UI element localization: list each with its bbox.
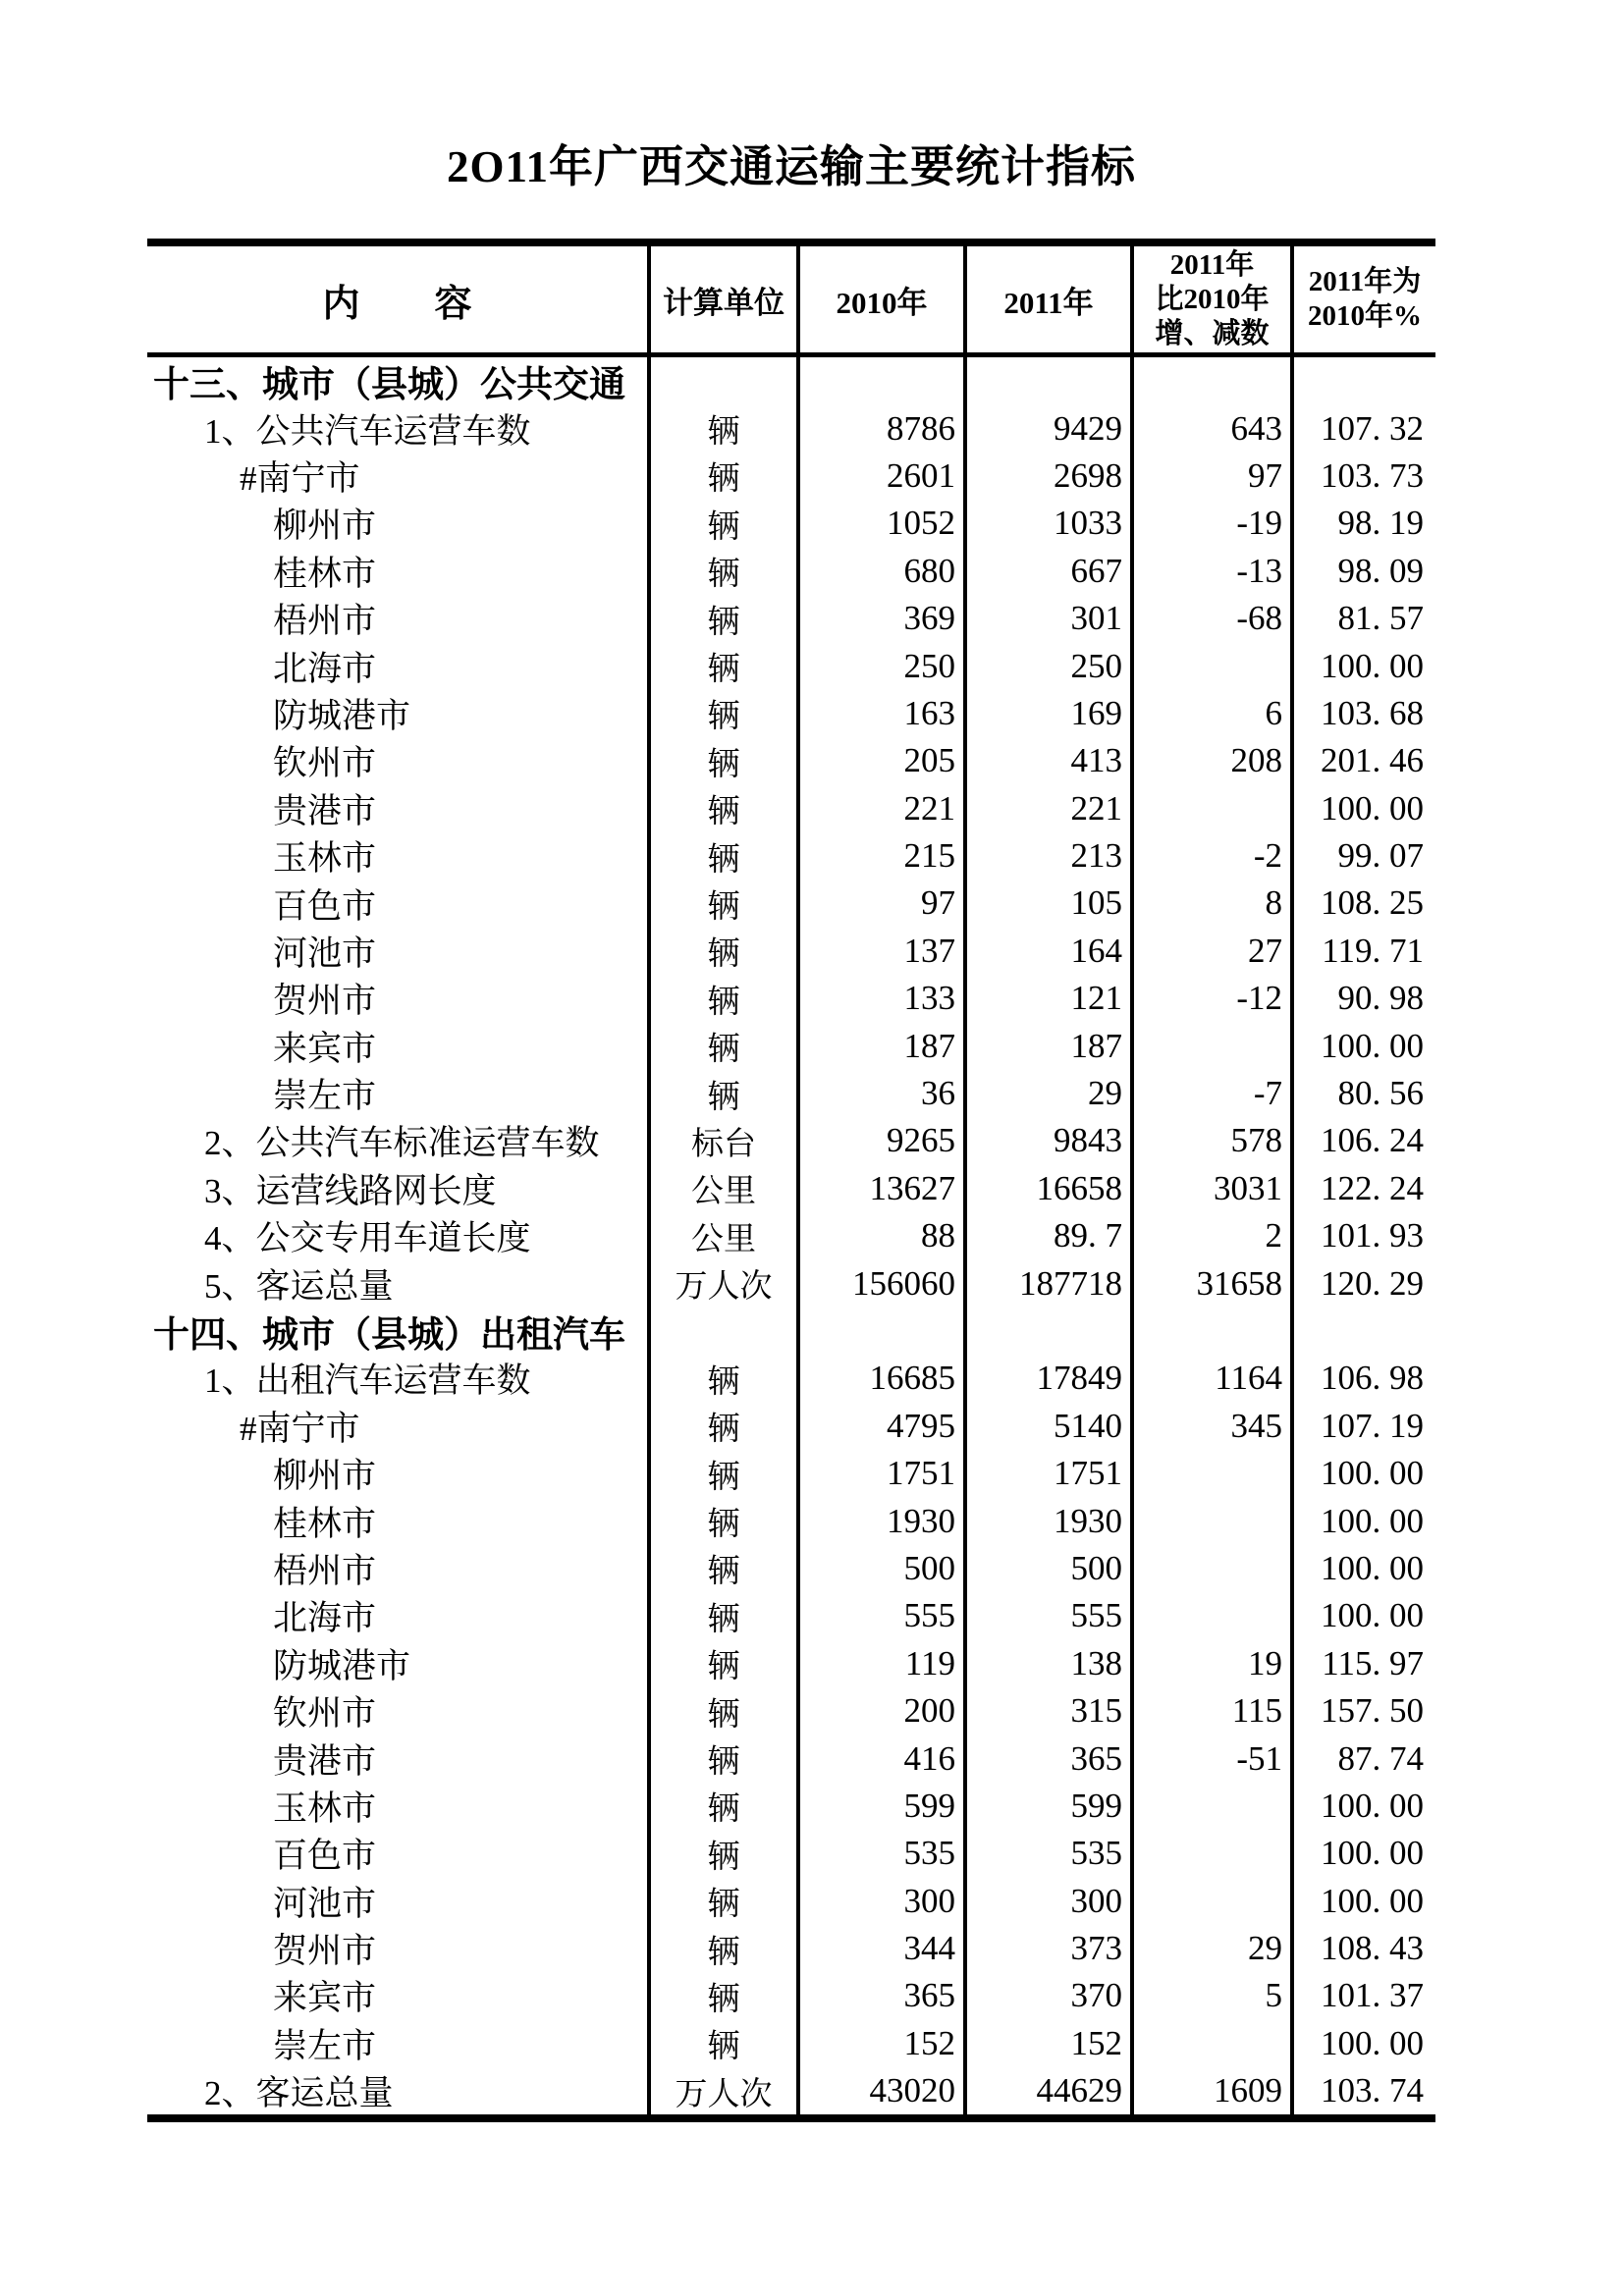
unit-cell: 辆 xyxy=(651,880,800,927)
value-2010-cell: 535 xyxy=(800,1830,967,1877)
row-label-cell: 北海市 xyxy=(147,1592,651,1639)
table-row xyxy=(147,1165,1435,1212)
value-2010-cell: 13627 xyxy=(800,1165,967,1212)
value-2011-cell xyxy=(967,1308,1134,1355)
stats-table xyxy=(147,239,1435,2122)
diff-cell: -68 xyxy=(1134,595,1294,642)
value-2011-cell: 599 xyxy=(967,1783,1134,1830)
row-label-cell: 玉林市 xyxy=(147,1783,651,1830)
row-label-cell: 来宾市 xyxy=(147,1972,651,2019)
table-row xyxy=(147,1735,1435,1782)
value-2010-cell: 215 xyxy=(800,832,967,880)
header-diff-line1: 2011年 xyxy=(1169,248,1255,281)
row-label-cell: 柳州市 xyxy=(147,1450,651,1497)
table-row xyxy=(147,1308,1435,1355)
value-2010-cell: 1930 xyxy=(800,1497,967,1544)
table-row xyxy=(147,1592,1435,1639)
unit-cell: 辆 xyxy=(651,2020,800,2067)
diff-cell: 6 xyxy=(1134,690,1294,737)
table-row xyxy=(147,690,1435,737)
value-2010-cell: 365 xyxy=(800,1972,967,2019)
diff-cell: 2 xyxy=(1134,1212,1294,1259)
unit-cell: 辆 xyxy=(651,1687,800,1735)
value-2011-cell: 44629 xyxy=(967,2067,1134,2114)
row-label-cell: 防城港市 xyxy=(147,1640,651,1687)
table-header-row xyxy=(147,246,1435,357)
value-2010-cell: 163 xyxy=(800,690,967,737)
row-label-cell: 2、公共汽车标准运营车数 xyxy=(147,1117,651,1164)
diff-cell xyxy=(1134,1497,1294,1544)
unit-cell: 辆 xyxy=(651,453,800,500)
row-label-cell: 贺州市 xyxy=(147,975,651,1022)
diff-cell: 1609 xyxy=(1134,2067,1294,2114)
value-2010-cell: 4795 xyxy=(800,1403,967,1450)
value-2011-cell: 1033 xyxy=(967,500,1134,547)
table-row xyxy=(147,1925,1435,1972)
table-row xyxy=(147,1022,1435,1069)
diff-cell xyxy=(1134,1450,1294,1497)
value-2010-cell: 1052 xyxy=(800,500,967,547)
table-row xyxy=(147,1070,1435,1117)
table-row xyxy=(147,1830,1435,1877)
diff-cell: 5 xyxy=(1134,1972,1294,2019)
table-body xyxy=(147,357,1435,2114)
pct-cell: 100. 00 xyxy=(1321,1596,1424,1635)
diff-cell: -51 xyxy=(1134,1735,1294,1782)
value-2011-cell: 370 xyxy=(967,1972,1134,2019)
value-2011-cell: 667 xyxy=(967,548,1134,595)
value-2010-cell: 119 xyxy=(800,1640,967,1687)
pct-cell: 90. 98 xyxy=(1337,979,1424,1018)
diff-cell: -7 xyxy=(1134,1070,1294,1117)
table-row xyxy=(147,737,1435,784)
row-label-cell: 梧州市 xyxy=(147,1545,651,1592)
pct-cell: 100. 00 xyxy=(1321,1834,1424,1873)
header-pct-line1: 2011年为 xyxy=(1308,266,1422,297)
diff-cell: 27 xyxy=(1134,928,1294,975)
value-2011-cell: 187 xyxy=(967,1022,1134,1069)
pct-cell: 101. 37 xyxy=(1321,1976,1424,2015)
diff-cell xyxy=(1134,1592,1294,1639)
value-2011-cell: 373 xyxy=(967,1925,1134,1972)
value-2010-cell: 16685 xyxy=(800,1355,967,1402)
table-row xyxy=(147,1972,1435,2019)
unit-cell: 辆 xyxy=(651,785,800,832)
unit-cell xyxy=(651,1308,800,1355)
header-diff-line3: 增、减数 xyxy=(1155,317,1270,349)
table-row xyxy=(147,500,1435,547)
unit-cell: 辆 xyxy=(651,595,800,642)
pct-cell: 115. 97 xyxy=(1322,1643,1424,1682)
value-2011-cell: 89. 7 xyxy=(967,1212,1134,1259)
unit-cell: 辆 xyxy=(651,832,800,880)
table-row xyxy=(147,1403,1435,1450)
value-2010-cell: 500 xyxy=(800,1545,967,1592)
value-2011-cell: 17849 xyxy=(967,1355,1134,1402)
table-row xyxy=(147,785,1435,832)
unit-cell: 辆 xyxy=(651,1925,800,1972)
pct-cell: 157. 50 xyxy=(1321,1691,1424,1731)
unit-cell: 辆 xyxy=(651,1022,800,1069)
row-label-cell: 桂林市 xyxy=(147,548,651,595)
row-label-cell: 柳州市 xyxy=(147,500,651,547)
row-label-cell: 北海市 xyxy=(147,642,651,689)
table-row xyxy=(147,928,1435,975)
value-2011-cell: 164 xyxy=(967,928,1134,975)
value-2010-cell: 680 xyxy=(800,548,967,595)
table-row xyxy=(147,1117,1435,1164)
pct-cell: 100. 00 xyxy=(1321,2023,1424,2062)
table-row xyxy=(147,2067,1435,2114)
header-unit: 计算单位 xyxy=(651,246,800,352)
value-2010-cell: 187 xyxy=(800,1022,967,1069)
value-2010-cell: 416 xyxy=(800,1735,967,1782)
pct-cell: 106. 24 xyxy=(1321,1121,1424,1160)
diff-cell: 31658 xyxy=(1134,1259,1294,1307)
table-row xyxy=(147,357,1435,404)
value-2010-cell: 205 xyxy=(800,737,967,784)
row-label-cell: 钦州市 xyxy=(147,1687,651,1735)
value-2011-cell: 213 xyxy=(967,832,1134,880)
row-label-cell: 十四、城市（县城）出租汽车 xyxy=(147,1308,651,1355)
header-content: 内 容 xyxy=(147,246,651,352)
table-row xyxy=(147,404,1435,452)
diff-cell xyxy=(1134,785,1294,832)
value-2010-cell: 2601 xyxy=(800,453,967,500)
pct-cell: 120. 29 xyxy=(1321,1263,1424,1303)
pct-cell: 103. 73 xyxy=(1321,455,1424,495)
row-label-cell: 玉林市 xyxy=(147,832,651,880)
unit-cell: 辆 xyxy=(651,1735,800,1782)
value-2011-cell: 221 xyxy=(967,785,1134,832)
table-row xyxy=(147,832,1435,880)
unit-cell: 辆 xyxy=(651,1450,800,1497)
value-2010-cell: 300 xyxy=(800,1878,967,1925)
unit-cell: 标台 xyxy=(651,1117,800,1164)
diff-cell xyxy=(1134,1783,1294,1830)
diff-cell xyxy=(1134,1830,1294,1877)
pct-cell: 100. 00 xyxy=(1321,646,1424,685)
value-2010-cell: 8786 xyxy=(800,404,967,452)
unit-cell: 辆 xyxy=(651,1830,800,1877)
diff-cell: -12 xyxy=(1134,975,1294,1022)
unit-cell: 辆 xyxy=(651,1878,800,1925)
table-row xyxy=(147,595,1435,642)
unit-cell: 辆 xyxy=(651,1592,800,1639)
row-label-cell: 贵港市 xyxy=(147,1735,651,1782)
table-row xyxy=(147,453,1435,500)
pct-cell: 99. 07 xyxy=(1337,836,1424,876)
table-row xyxy=(147,1783,1435,1830)
unit-cell: 辆 xyxy=(651,548,800,595)
diff-cell xyxy=(1134,642,1294,689)
header-2010: 2010年 xyxy=(800,246,967,352)
value-2010-cell: 9265 xyxy=(800,1117,967,1164)
row-label-cell: 钦州市 xyxy=(147,737,651,784)
diff-cell: -19 xyxy=(1134,500,1294,547)
table-row xyxy=(147,1640,1435,1687)
pct-cell: 106. 98 xyxy=(1321,1359,1424,1398)
value-2010-cell: 152 xyxy=(800,2020,967,2067)
row-label-cell: 2、客运总量 xyxy=(147,2067,651,2114)
value-2010-cell: 137 xyxy=(800,928,967,975)
unit-cell: 辆 xyxy=(651,1355,800,1402)
row-label-cell: 3、运营线路网长度 xyxy=(147,1165,651,1212)
pct-cell: 98. 09 xyxy=(1337,551,1424,590)
value-2011-cell: 16658 xyxy=(967,1165,1134,1212)
diff-cell: 19 xyxy=(1134,1640,1294,1687)
row-label-cell: 河池市 xyxy=(147,928,651,975)
value-2011-cell: 301 xyxy=(967,595,1134,642)
pct-cell: 108. 25 xyxy=(1321,883,1424,923)
value-2010-cell: 555 xyxy=(800,1592,967,1639)
row-label-cell: 百色市 xyxy=(147,1830,651,1877)
row-label-cell: 崇左市 xyxy=(147,2020,651,2067)
diff-cell xyxy=(1134,1545,1294,1592)
diff-cell: 97 xyxy=(1134,453,1294,500)
value-2010-cell: 43020 xyxy=(800,2067,967,2114)
header-2011: 2011年 xyxy=(967,246,1134,352)
row-label-cell: 百色市 xyxy=(147,880,651,927)
unit-cell: 辆 xyxy=(651,1640,800,1687)
table-row xyxy=(147,1450,1435,1497)
pct-cell: 107. 32 xyxy=(1321,408,1424,448)
pct-cell: 100. 00 xyxy=(1321,1026,1424,1065)
table-row xyxy=(147,1545,1435,1592)
value-2010-cell: 97 xyxy=(800,880,967,927)
row-label-cell: 来宾市 xyxy=(147,1022,651,1069)
value-2010-cell: 156060 xyxy=(800,1259,967,1307)
table-row xyxy=(147,1878,1435,1925)
pct-cell xyxy=(1294,357,1435,404)
pct-cell: 108. 43 xyxy=(1321,1929,1424,1968)
value-2010-cell: 88 xyxy=(800,1212,967,1259)
unit-cell: 辆 xyxy=(651,1783,800,1830)
diff-cell: 345 xyxy=(1134,1403,1294,1450)
table-row xyxy=(147,1355,1435,1402)
value-2010-cell: 133 xyxy=(800,975,967,1022)
pct-cell xyxy=(1294,1308,1435,1355)
header-diff xyxy=(1134,246,1294,352)
value-2011-cell: 2698 xyxy=(967,453,1134,500)
value-2010-cell: 369 xyxy=(800,595,967,642)
diff-cell xyxy=(1134,1308,1294,1355)
pct-cell: 119. 71 xyxy=(1322,931,1424,970)
diff-cell: 643 xyxy=(1134,404,1294,452)
pct-cell: 100. 00 xyxy=(1321,1501,1424,1540)
diff-cell: 578 xyxy=(1134,1117,1294,1164)
value-2011-cell xyxy=(967,357,1134,404)
table-row xyxy=(147,1212,1435,1259)
value-2011-cell: 413 xyxy=(967,737,1134,784)
diff-cell: 208 xyxy=(1134,737,1294,784)
row-label-cell: 桂林市 xyxy=(147,1497,651,1544)
table-row xyxy=(147,642,1435,689)
row-label-cell: 贺州市 xyxy=(147,1925,651,1972)
unit-cell: 公里 xyxy=(651,1212,800,1259)
diff-cell: 8 xyxy=(1134,880,1294,927)
unit-cell: 万人次 xyxy=(651,2067,800,2114)
diff-cell: 1164 xyxy=(1134,1355,1294,1402)
pct-cell: 103. 74 xyxy=(1321,2071,1424,2110)
value-2011-cell: 187718 xyxy=(967,1259,1134,1307)
unit-cell: 辆 xyxy=(651,500,800,547)
pct-cell: 107. 19 xyxy=(1321,1406,1424,1445)
value-2011-cell: 250 xyxy=(967,642,1134,689)
value-2011-cell: 1930 xyxy=(967,1497,1134,1544)
header-diff-line2: 比2010年 xyxy=(1155,283,1270,315)
pct-cell: 100. 00 xyxy=(1321,1548,1424,1587)
value-2010-cell: 200 xyxy=(800,1687,967,1735)
header-pct-line2: 2010年% xyxy=(1307,300,1422,332)
pct-cell: 103. 68 xyxy=(1321,693,1424,732)
value-2011-cell: 1751 xyxy=(967,1450,1134,1497)
value-2010-cell: 221 xyxy=(800,785,967,832)
value-2010-cell: 250 xyxy=(800,642,967,689)
unit-cell: 辆 xyxy=(651,1403,800,1450)
pct-cell: 80. 56 xyxy=(1337,1074,1424,1113)
value-2010-cell xyxy=(800,1308,967,1355)
table-row xyxy=(147,1687,1435,1735)
header-pct xyxy=(1294,246,1435,352)
pct-cell: 100. 00 xyxy=(1321,788,1424,828)
value-2011-cell: 152 xyxy=(967,2020,1134,2067)
unit-cell: 辆 xyxy=(651,642,800,689)
page-title: 2O11年广西交通运输主要统计指标 xyxy=(446,142,1137,191)
value-2011-cell: 500 xyxy=(967,1545,1134,1592)
table-row xyxy=(147,880,1435,927)
pct-cell: 81. 57 xyxy=(1337,599,1424,638)
row-label-cell: 4、公交专用车道长度 xyxy=(147,1212,651,1259)
pct-cell: 100. 00 xyxy=(1321,1454,1424,1493)
unit-cell: 万人次 xyxy=(651,1259,800,1307)
value-2011-cell: 535 xyxy=(967,1830,1134,1877)
value-2011-cell: 9429 xyxy=(967,404,1134,452)
diff-cell: -2 xyxy=(1134,832,1294,880)
diff-cell: 3031 xyxy=(1134,1165,1294,1212)
diff-cell xyxy=(1134,1022,1294,1069)
value-2010-cell: 1751 xyxy=(800,1450,967,1497)
unit-cell: 辆 xyxy=(651,737,800,784)
diff-cell xyxy=(1134,2020,1294,2067)
pct-cell: 100. 00 xyxy=(1321,1786,1424,1825)
value-2011-cell: 169 xyxy=(967,690,1134,737)
value-2010-cell: 599 xyxy=(800,1783,967,1830)
table-row xyxy=(147,548,1435,595)
table-row xyxy=(147,1497,1435,1544)
value-2010-cell xyxy=(800,357,967,404)
value-2011-cell: 315 xyxy=(967,1687,1134,1735)
value-2011-cell: 29 xyxy=(967,1070,1134,1117)
value-2011-cell: 138 xyxy=(967,1640,1134,1687)
unit-cell: 辆 xyxy=(651,1545,800,1592)
pct-cell: 98. 19 xyxy=(1337,504,1424,543)
value-2011-cell: 121 xyxy=(967,975,1134,1022)
pct-cell: 87. 74 xyxy=(1337,1738,1424,1778)
row-label-cell: #南宁市 xyxy=(147,1403,651,1450)
table-row xyxy=(147,1259,1435,1307)
row-label-cell: 贵港市 xyxy=(147,785,651,832)
row-label-cell: 梧州市 xyxy=(147,595,651,642)
diff-cell xyxy=(1134,1878,1294,1925)
unit-cell: 辆 xyxy=(651,1972,800,2019)
value-2011-cell: 105 xyxy=(967,880,1134,927)
value-2011-cell: 555 xyxy=(967,1592,1134,1639)
pct-cell: 100. 00 xyxy=(1321,1881,1424,1920)
value-2011-cell: 365 xyxy=(967,1735,1134,1782)
pct-cell: 101. 93 xyxy=(1321,1216,1424,1255)
value-2010-cell: 36 xyxy=(800,1070,967,1117)
value-2010-cell: 344 xyxy=(800,1925,967,1972)
pct-cell: 201. 46 xyxy=(1321,741,1424,780)
pct-cell: 122. 24 xyxy=(1321,1168,1424,1207)
row-label-cell: 5、客运总量 xyxy=(147,1259,651,1307)
unit-cell: 辆 xyxy=(651,404,800,452)
diff-cell: 29 xyxy=(1134,1925,1294,1972)
row-label-cell: #南宁市 xyxy=(147,453,651,500)
diff-cell xyxy=(1134,357,1294,404)
value-2011-cell: 300 xyxy=(967,1878,1134,1925)
row-label-cell: 防城港市 xyxy=(147,690,651,737)
diff-cell: -13 xyxy=(1134,548,1294,595)
diff-cell: 115 xyxy=(1134,1687,1294,1735)
row-label-cell: 崇左市 xyxy=(147,1070,651,1117)
unit-cell: 辆 xyxy=(651,1497,800,1544)
unit-cell: 辆 xyxy=(651,1070,800,1117)
unit-cell xyxy=(651,357,800,404)
unit-cell: 公里 xyxy=(651,1165,800,1212)
row-label-cell: 十三、城市（县城）公共交通 xyxy=(147,357,651,404)
table-row xyxy=(147,975,1435,1022)
unit-cell: 辆 xyxy=(651,975,800,1022)
value-2011-cell: 9843 xyxy=(967,1117,1134,1164)
table-row xyxy=(147,2020,1435,2067)
row-label-cell: 1、出租汽车运营车数 xyxy=(147,1355,651,1402)
value-2011-cell: 5140 xyxy=(967,1403,1134,1450)
unit-cell: 辆 xyxy=(651,690,800,737)
row-label-cell: 1、公共汽车运营车数 xyxy=(147,404,651,452)
row-label-cell: 河池市 xyxy=(147,1878,651,1925)
unit-cell: 辆 xyxy=(651,928,800,975)
